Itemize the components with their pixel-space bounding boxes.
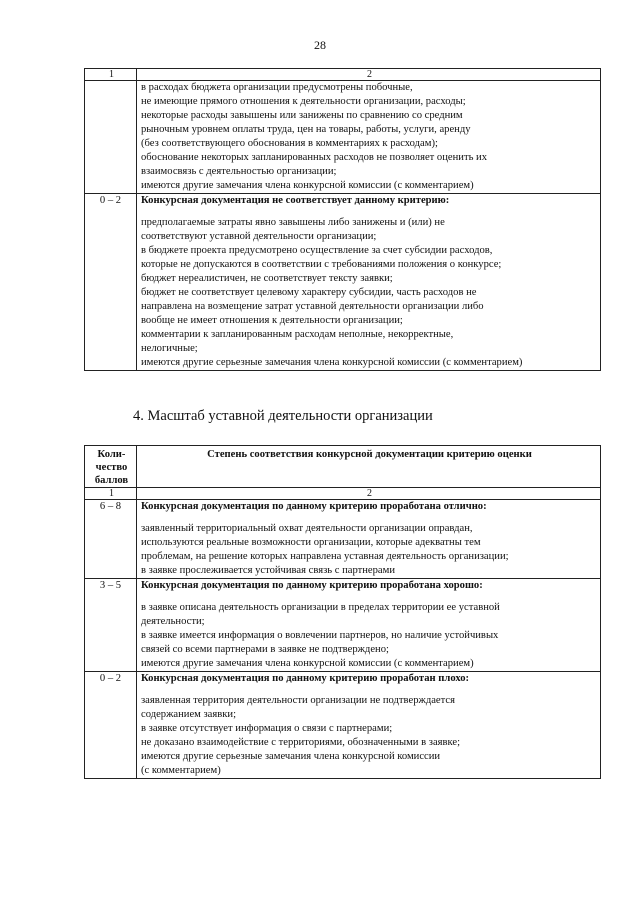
criteria-line: содержанием заявки; (141, 709, 237, 720)
criteria-line: направлена на возмещение затрат уставной деятельности организации либо (141, 301, 484, 312)
score-column-header (85, 446, 137, 488)
criteria-line: обоснование некоторых запланированных расходов не позволяет оценить их (141, 152, 488, 163)
table-row (85, 81, 601, 194)
section-title: 4. Масштаб уставной деятельности организации (133, 408, 433, 424)
criteria-line: в бюджете проекта предусмотрено осуществление за счет субсидии расходов, (141, 245, 493, 256)
score-cell (85, 81, 137, 194)
criteria-table-budget (84, 68, 601, 371)
criteria-line: некоторые расходы завышены или занижены по сравнению со средним (141, 110, 463, 121)
score-cell: 3 – 5 (85, 579, 137, 672)
criteria-line: предполагаемые затраты явно завышены либо занижены и (или) не (141, 217, 445, 228)
criteria-title: Конкурсная документация по данному критерию проработана хорошо: (141, 580, 483, 591)
criteria-line: соответствуют уставной деятельности организации; (141, 231, 377, 242)
criteria-line: связей со всеми партнерами в заявке не подтверждено; (141, 644, 389, 655)
column-number-2: 2 (137, 69, 601, 81)
criteria-cell (137, 500, 601, 579)
criteria-cell (137, 579, 601, 672)
page-number: 28 (314, 38, 326, 52)
column-number-1: 1 (85, 69, 137, 81)
table-header-row (85, 446, 601, 488)
criteria-line: заявленная территория деятельности организации не подтверждается (141, 695, 455, 706)
score-cell: 6 – 8 (85, 500, 137, 579)
column-number-1: 1 (85, 488, 137, 500)
criteria-line: имеются другие замечания члена конкурсной комиссии (с комментарием) (141, 180, 474, 191)
score-cell: 0 – 2 (85, 672, 137, 779)
criteria-line: в заявке имеется информация о вовлечении партнеров, но наличие устойчивых (141, 630, 499, 641)
criteria-line: взаимосвязь с деятельностью организации; (141, 166, 337, 177)
header-line: Коли- (97, 449, 126, 460)
criteria-line: бюджет не соответствует целевому характеру субсидии, часть расходов не (141, 287, 477, 298)
table-row (85, 579, 601, 672)
criteria-line: проблемам, на решение которых направлена уставная деятельность организации; (141, 551, 509, 562)
criteria-cell (137, 194, 601, 371)
criteria-line: имеются другие серьезные замечания члена конкурсной комиссии (с комментарием) (141, 357, 523, 368)
header-line: баллов (94, 475, 129, 486)
criteria-line: имеются другие замечания члена конкурсной комиссии (с комментарием) (141, 658, 474, 669)
criteria-line: имеются другие серьезные замечания члена конкурсной комиссии (141, 751, 441, 762)
column-number-row (85, 488, 601, 500)
table-row (85, 194, 601, 371)
criteria-cell (137, 672, 601, 779)
criteria-line: не доказано взаимодействие с территориями, обозначенными в заявке; (141, 737, 461, 748)
criteria-line: в расходах бюджета организации предусмотрены побочные, (141, 82, 413, 93)
table-row (85, 500, 601, 579)
criteria-line: рыночным уровнем оплаты труда, цен на товары, работы, услуги, аренду (141, 124, 471, 135)
column-number-2: 2 (137, 488, 601, 500)
criteria-line: комментарии к запланированным расходам неполные, некорректные, (141, 329, 454, 340)
criteria-line: (с комментарием) (141, 765, 221, 776)
criteria-line: не имеющие прямого отношения к деятельности организации, расходы; (141, 96, 466, 107)
criteria-line: в заявке описана деятельность организации в пределах территории ее уставной (141, 602, 500, 613)
score-cell: 0 – 2 (85, 194, 137, 371)
criteria-line: бюджет нереалистичен, не соответствует тексту заявки; (141, 273, 393, 284)
criteria-title: Конкурсная документация не соответствует данному критерию: (141, 195, 450, 206)
criteria-line: в заявке прослеживается устойчивая связь с партнерами (141, 565, 395, 576)
criteria-column-header: Степень соответствия конкурсной документации критерию оценки (137, 446, 601, 488)
criteria-line: вообще не имеет отношения к деятельности организации; (141, 315, 403, 326)
criteria-line: используются реальные возможности организации, которые адекватны тем (141, 537, 481, 548)
criteria-table-scale (84, 445, 601, 779)
criteria-line: (без соответствующего обоснования в комментариях к расходам); (141, 138, 438, 149)
column-number-row (85, 69, 601, 81)
criteria-line: в заявке отсутствует информация о связи с партнерами; (141, 723, 393, 734)
criteria-title: Конкурсная документация по данному критерию проработана отлично: (141, 501, 487, 512)
criteria-line: которые не допускаются в соответствии с требованиями положения о конкурсе; (141, 259, 502, 270)
criteria-title: Конкурсная документация по данному критерию проработан плохо: (141, 673, 470, 684)
criteria-cell (137, 81, 601, 194)
criteria-line: нелогичные; (141, 343, 198, 354)
criteria-line: деятельности; (141, 616, 205, 627)
criteria-line: заявленный территориальный охват деятельности организации оправдан, (141, 523, 473, 534)
table-row (85, 672, 601, 779)
header-line: чество (95, 462, 128, 473)
